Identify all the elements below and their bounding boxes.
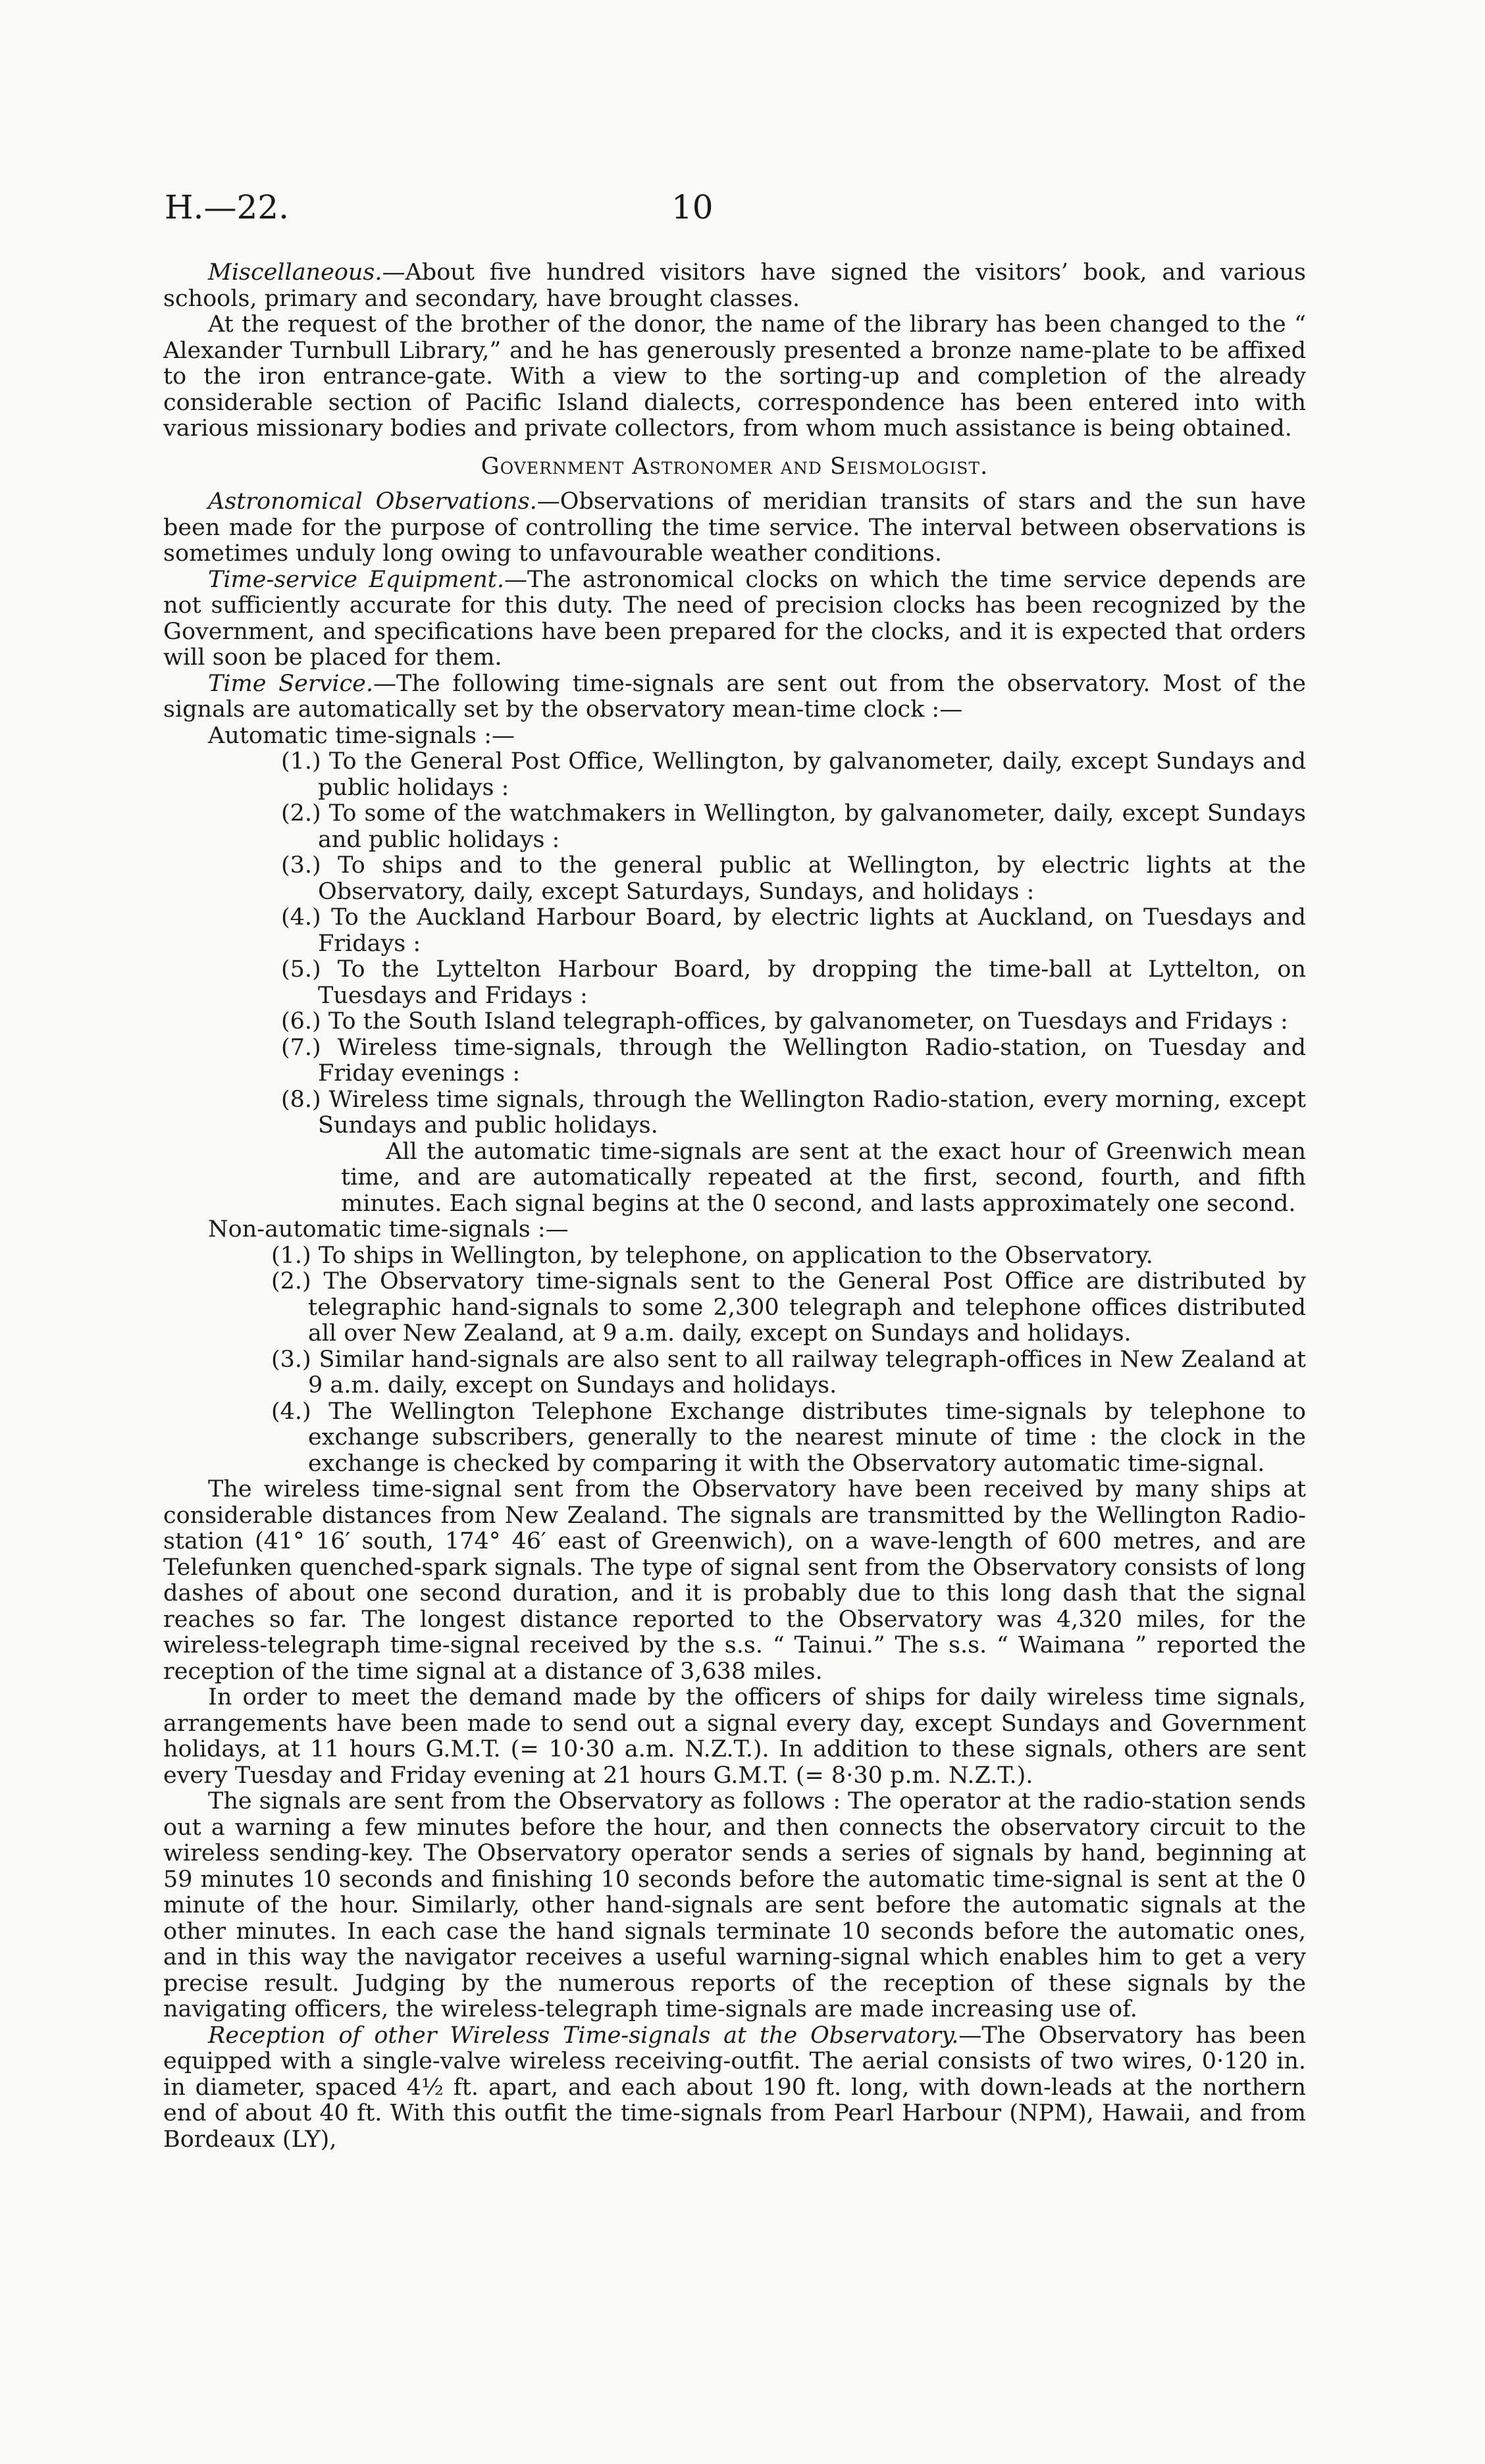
automatic-label: Automatic time-signals :—: [208, 722, 515, 749]
reception-title: Reception of other Wireless Time-signals at the Observatory.: [208, 2022, 959, 2049]
astro-title: Astronomical Observations.: [208, 488, 537, 515]
list-item: (3.) To ships and to the general public at Wellington, by electric lights at the Observatory, daily, except Saturdays, Sundays, and holidays :: [281, 852, 1306, 905]
astro-paragraph: Astronomical Observations.—Observations of meridian transits of stars and the sun have been made for the purpose of controlling the time service. The interval between observations is sometimes unduly long owing to unfavourable weather conditions.: [163, 488, 1306, 567]
list-item: (6.) To the South Island telegraph-offices, by galvanometer, on Tuesdays and Fridays :: [281, 1008, 1288, 1035]
misc-title: Miscellaneous.: [208, 259, 382, 286]
list-item: (2.) To some of the watchmakers in Wellington, by galvanometer, daily, except Sundays and public holidays :: [281, 800, 1306, 853]
service-paragraph: Time Service.—The following time-signals are sent out from the observatory. Most of the signals are automatically set by the observatory mean-time clock :—: [163, 670, 1306, 723]
misc-paragraph: Miscellaneous.—About five hundred visitors have signed the visitors’ book, and various schools, primary and secondary, have brought classes.: [163, 259, 1306, 312]
list-item: (5.) To the Lyttelton Harbour Board, by dropping the time-ball at Lyttelton, on Tuesdays and Fridays :: [281, 956, 1306, 1009]
body-paragraph: In order to meet the demand made by the officers of ships for daily wireless time signals, arrangements have been made to send out a signal every day, except Sundays and Government holidays, at 11 hours G.M.T. (= 10·30 a.m. N.Z.T.). In addition to these signals, others are sent every Tuesday and Friday evening at 21 hours G.M.T. (= 8·30 p.m. N.Z.T.).: [163, 1684, 1306, 1789]
library-paragraph: At the request of the brother of the donor, the name of the library has been changed to the “ Alexander Turnbull Library,” and he has generously presented a bronze name-plate to be affixed to the iron entrance-gate. With a view to the sorting-up and completion of the already considerable section of Pacific Island dialects, correspondence has been entered into with various missionary bodies and private collectors, from whom much assistance is being obtained.: [163, 311, 1306, 442]
page-number: 10: [671, 188, 714, 226]
list-item: (4.) The Wellington Telephone Exchange distributes time-signals by telephone to exchange subscribers, generally to the nearest minute of time : the clock in the exchange is checked by comparing it with the Observatory automatic time-signal.: [271, 1398, 1306, 1477]
reception-paragraph: Reception of other Wireless Time-signals at the Observatory.—The Observatory has been equipped with a single-valve wireless receiving-outfit. The aerial consists of two wires, 0·120 in. in diameter, spaced 4½ ft. apart, and each about 190 ft. long, with down-leads at the northern end of about 40 ft. With this outfit the time-signals from Pearl Harbour (NPM), Hawaii, and from Bordeaux (LY),: [163, 2022, 1306, 2153]
list-item: (2.) The Observatory time-signals sent to the General Post Office are distributed by telegraphic hand-signals to some 2,300 telegraph and telephone offices distributed all over New Zealand, at 9 a.m. daily, except on Sundays and holidays.: [271, 1268, 1306, 1347]
list-item: (1.) To the General Post Office, Wellington, by galvanometer, daily, except Sundays and public holidays :: [281, 748, 1306, 801]
equipment-paragraph: Time-service Equipment.—The astronomical clocks on which the time service depends are not sufficiently accurate for this duty. The need of precision clocks has been recognized by the Government, and specifications have been prepared for the clocks, and it is expected that orders will soon be placed for them.: [163, 566, 1306, 671]
list-item: (1.) To ships in Wellington, by telephone, on application to the Observatory.: [271, 1242, 1153, 1269]
list-item: (8.) Wireless time signals, through the Wellington Radio-station, every morning, except Sundays and public holidays.: [281, 1086, 1306, 1139]
non-automatic-list: [163, 1243, 1306, 1477]
service-title: Time Service.: [208, 670, 374, 697]
automatic-note: All the automatic time-signals are sent at the exact hour of Greenwich mean time, and are automatically repeated at the first, second, fourth, and fifth minutes. Each signal begins at the 0 second, and lasts approximately one second.: [341, 1138, 1306, 1217]
non-automatic-label: Non-automatic time-signals :—: [208, 1216, 569, 1243]
report-reference: H.—22.: [165, 188, 290, 226]
page-header: [165, 188, 1316, 234]
list-item: (3.) Similar hand-signals are also sent to all railway telegraph-offices in New Zealand at 9 a.m. daily, except on Sundays and holidays.: [271, 1346, 1306, 1399]
body-paragraph: The wireless time-signal sent from the Observatory have been received by many ships at considerable distances from New Zealand. The signals are transmitted by the Wellington Radio-station (41° 16′ south, 174° 46′ east of Greenwich), on a wave-length of 600 metres, and are Telefunken quenched-spark signals. The type of signal sent from the Observatory consists of long dashes of about one second duration, and it is probably due to this long dash that the signal reaches so far. The longest distance reported to the Observatory was 4,320 miles, for the wireless-telegraph time-signal received by the s.s. “ Tainui.” The s.s. “ Waimana ” reported the reception of the time signal at a distance of 3,638 miles.: [163, 1476, 1306, 1685]
body-paragraph: The signals are sent from the Observatory as follows : The operator at the radio-station sends out a warning a few minutes before the hour, and then connects the observatory circuit to the wireless sending-key. The Observatory operator sends a series of signals by hand, beginning at 59 minutes 10 seconds and finishing 10 seconds before the automatic time-signal is sent at the 0 minute of the hour. Similarly, other hand-signals are sent before the automatic signals at the other minutes. In each case the hand signals terminate 10 seconds before the automatic ones, and in this way the navigator receives a useful warning-signal which enables him to get a very precise result. Judging by the numerous reports of the reception of these signals by the navigating officers, the wireless-telegraph time-signals are made increasing use of.: [163, 1788, 1306, 2022]
section-heading: Government Astronomer and Seismologist.: [481, 453, 989, 480]
list-item: (7.) Wireless time-signals, through the Wellington Radio-station, on Tuesday and Friday evenings :: [281, 1034, 1306, 1087]
equipment-title: Time-service Equipment.: [208, 566, 504, 593]
list-item: (4.) To the Auckland Harbour Board, by electric lights at Auckland, on Tuesdays and Fridays :: [281, 904, 1306, 957]
page-body: [163, 260, 1306, 2153]
automatic-list: [163, 749, 1306, 1139]
